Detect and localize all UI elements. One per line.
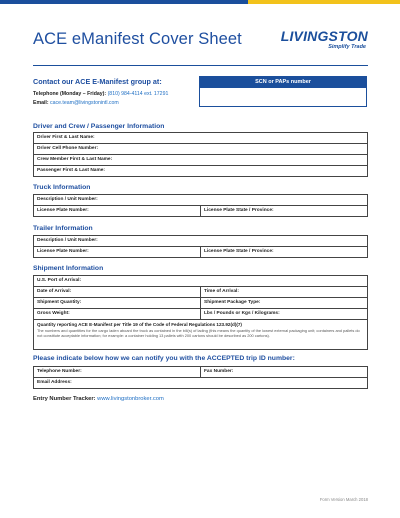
truck-description-field[interactable]: Description / Unit Number: bbox=[37, 197, 98, 202]
top-color-bar bbox=[0, 0, 400, 4]
table-row bbox=[34, 195, 367, 206]
table-row bbox=[34, 133, 367, 144]
page-title: ACE eManifest Cover Sheet bbox=[33, 30, 242, 48]
quantity-note-title: Quantity reporting ACE E-Manifest per Title 19 of the Code of Federal Regulations 123.92(d)(7) bbox=[37, 322, 242, 327]
shipment-section-title: Shipment Information bbox=[33, 265, 104, 272]
package-type-field[interactable]: Shipment Package Type: bbox=[200, 298, 367, 308]
trailer-description-field[interactable]: Description / Unit Number: bbox=[37, 238, 98, 243]
shipment-quantity-field[interactable]: Shipment Quantity: bbox=[37, 300, 82, 305]
contact-email-link[interactable]: cace.team@livingstonintl.com bbox=[50, 100, 119, 106]
table-row bbox=[34, 309, 367, 320]
table-row bbox=[34, 236, 367, 247]
fax-number-field[interactable]: Fax Number: bbox=[200, 367, 367, 377]
contact-heading: Contact our ACE E-Manifest group at: bbox=[33, 77, 162, 86]
driver-phone-field[interactable]: Driver Cell Phone Number: bbox=[37, 146, 99, 151]
truck-plate-state-field[interactable]: License Plate State / Province: bbox=[200, 206, 367, 216]
logo-word: LIVINGSTON bbox=[280, 28, 368, 44]
table-row bbox=[34, 276, 367, 287]
contact-email-label: Email: bbox=[33, 100, 49, 106]
driver-section-title: Driver and Crew / Passenger Information bbox=[33, 123, 165, 130]
time-of-arrival-field[interactable]: Time of Arrival: bbox=[200, 287, 367, 297]
notify-table bbox=[33, 366, 368, 389]
table-row bbox=[34, 367, 367, 378]
header bbox=[33, 28, 368, 58]
table-row bbox=[34, 320, 367, 350]
scn-heading: SCN or PAPs number bbox=[200, 77, 366, 88]
date-of-arrival-field[interactable]: Date of Arrival: bbox=[37, 289, 72, 294]
tracker-link[interactable]: www.livingstonbroker.com bbox=[97, 396, 164, 402]
table-row bbox=[34, 155, 367, 166]
table-row bbox=[34, 287, 367, 298]
trailer-section-title: Trailer Information bbox=[33, 225, 93, 232]
email-address-field[interactable]: Email Address: bbox=[37, 380, 72, 385]
crew-name-field[interactable]: Crew Member First & Last Name: bbox=[37, 157, 113, 162]
quantity-note-body: The numbers and quantities for the cargo laden aboard the truck as contained in the bill(s) of lading (this means the quantity of the lowest external packaging unit; containers and pallets do not constitute acceptable information; for example: a container holding 13 pallets with 200 cartons should be described as 200 cartons). bbox=[37, 328, 360, 338]
tracker-label: Entry Number Tracker: bbox=[33, 396, 96, 402]
truck-section-title: Truck Information bbox=[33, 184, 91, 191]
driver-name-field[interactable]: Driver First & Last Name: bbox=[37, 135, 95, 140]
logo-tagline: Simplify Trade bbox=[328, 44, 366, 50]
trailer-plate-field[interactable]: License Plate Number: bbox=[37, 249, 89, 254]
contact-phone-label: Telephone (Monday – Friday): bbox=[33, 91, 107, 97]
gross-weight-field[interactable]: Gross Weight: bbox=[37, 311, 70, 316]
scn-box[interactable] bbox=[199, 76, 367, 107]
contact-email bbox=[33, 100, 193, 106]
top-bar-yellow bbox=[248, 0, 400, 4]
quantity-note bbox=[34, 320, 367, 349]
contact-phone-value[interactable]: (810) 984-4114 ext. 17291 bbox=[107, 91, 169, 97]
truck-plate-field[interactable]: License Plate Number: bbox=[37, 208, 89, 213]
table-row bbox=[34, 166, 367, 177]
form-version: Form Version March 2018 bbox=[319, 497, 368, 502]
trailer-plate-state-field[interactable]: License Plate State / Province: bbox=[200, 247, 367, 257]
table-row bbox=[34, 247, 367, 258]
notify-section-title: Please indicate below how we can notify you with the ACCEPTED trip ID number: bbox=[33, 355, 295, 362]
table-row bbox=[34, 144, 367, 155]
contact-block bbox=[33, 77, 193, 106]
table-row bbox=[34, 206, 367, 217]
port-of-arrival-field[interactable]: U.S. Port of Arrival: bbox=[37, 278, 82, 283]
truck-table bbox=[33, 194, 368, 217]
contact-phone bbox=[33, 91, 193, 97]
shipment-table bbox=[33, 275, 368, 350]
passenger-name-field[interactable]: Passenger First & Last Name: bbox=[37, 168, 105, 173]
table-row bbox=[34, 298, 367, 309]
table-row bbox=[34, 378, 367, 389]
header-divider bbox=[33, 65, 368, 66]
top-bar-blue bbox=[0, 0, 248, 4]
entry-number-tracker bbox=[33, 396, 164, 402]
driver-table bbox=[33, 132, 368, 177]
weight-unit-field[interactable]: Lbs / Pounds or Kgs / Kilograms: bbox=[200, 309, 367, 319]
livingston-logo bbox=[280, 28, 368, 54]
telephone-number-field[interactable]: Telephone Number: bbox=[37, 369, 82, 374]
trailer-table bbox=[33, 235, 368, 258]
